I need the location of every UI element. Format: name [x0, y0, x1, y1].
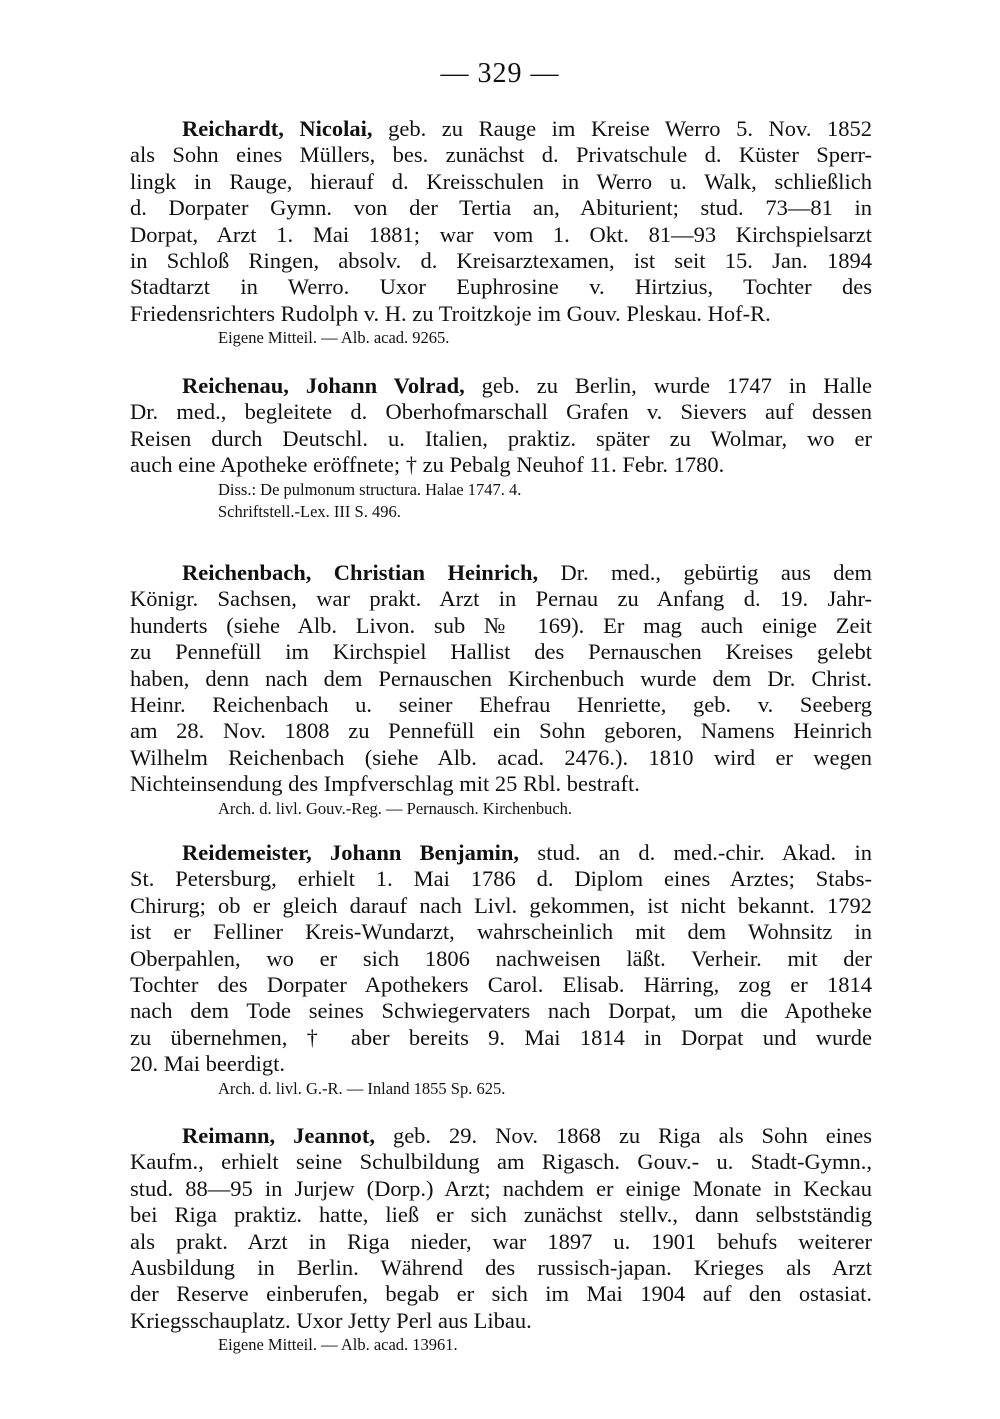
entry-name: Reidemeister, Johann Benjamin, — [182, 840, 520, 865]
entry-line: d. Dorpater Gymn. von der Tertia an, Abiturient; stud. 73—81 in — [130, 195, 872, 221]
entry-first-line — [130, 560, 872, 586]
entry-source: Arch. d. livl. Gouv.-Reg. — Pernausch. Kirchenbuch. — [218, 798, 573, 818]
entry-line: Reisen durch Deutschl. u. Italien, praktiz. später zu Wolmar, wo er — [130, 425, 872, 451]
entry-line: Wilhelm Reichenbach (siehe Alb. acad. 2476.). 1810 wird er wegen — [130, 744, 872, 770]
entry-line: am 28. Nov. 1808 zu Pennefüll ein Sohn geboren, Namens Heinrich — [130, 718, 872, 744]
entry-line: hunderts (siehe Alb. Livon. sub № 169). Er mag auch einige Zeit — [130, 612, 872, 638]
entry-source: Diss.: De pulmonum structura. Halae 1747. 4. — [218, 479, 522, 499]
entry-first-line — [130, 373, 872, 399]
entry-line: nach dem Tode seines Schwiegervaters nach Dorpat, um die Apotheke — [130, 998, 872, 1024]
entry-line: Chirurg; ob er gleich darauf nach Livl. gekommen, ist nicht bekannt. 1792 — [130, 892, 872, 918]
entry-line: Nichteinsendung des Impfverschlag mit 25 Rbl. bestraft. — [130, 771, 640, 797]
entry-name: Reimann, Jeannot, — [182, 1123, 375, 1148]
entry-reidemeister — [130, 840, 872, 1100]
entry-line: 20. Mai beerdigt. — [130, 1051, 285, 1077]
entry-line: Heinr. Reichenbach u. seiner Ehefrau Henriette, geb. v. Seeberg — [130, 692, 872, 718]
entry-line: zu übernehmen, † aber bereits 9. Mai 1814 in Dorpat und wurde — [130, 1024, 872, 1050]
entry-line: Königr. Sachsen, war prakt. Arzt in Pernau zu Anfang d. 19. Jahr- — [130, 586, 872, 612]
entry-first-text: geb. 29. Nov. 1868 zu Riga als Sohn eines — [374, 1123, 873, 1148]
entry-line: Kaufm., erhielt seine Schulbildung am Rigasch. Gouv.- u. Stadt-Gymn., — [130, 1149, 872, 1175]
entry-line: Kriegsschauplatz. Uxor Jetty Perl aus Libau. — [130, 1307, 532, 1333]
entry-reichenau — [130, 373, 872, 523]
entry-line: ist er Felliner Kreis-Wundarzt, wahrscheinlich mit dem Wohnsitz in — [130, 919, 872, 945]
entry-first-text: geb. zu Berlin, wurde 1747 in Halle — [464, 373, 872, 398]
entry-first-line — [130, 116, 872, 142]
entry-reimann — [130, 1123, 872, 1356]
entry-first-text: Dr. med., gebürtig aus dem — [538, 560, 872, 585]
entry-line: Oberpahlen, wo er sich 1806 nachweisen läßt. Verheir. mit der — [130, 945, 872, 971]
entry-line: Ausbildung in Berlin. Während des russisch-japan. Krieges als Arzt — [130, 1255, 872, 1281]
entry-line: St. Petersburg, erhielt 1. Mai 1786 d. Diplom eines Arztes; Stabs- — [130, 866, 872, 892]
entry-line: als prakt. Arzt in Riga nieder, war 1897 u. 1901 behufs weiterer — [130, 1228, 872, 1254]
entry-line: haben, denn nach dem Pernauschen Kirchenbuch wurde dem Dr. Christ. — [130, 665, 872, 691]
entry-line: stud. 88—95 in Jurjew (Dorp.) Arzt; nachdem er einige Monate in Keckau — [130, 1175, 872, 1201]
entry-first-line — [130, 1123, 872, 1149]
entry-line: als Sohn eines Müllers, bes. zunächst d. Privatschule d. Küster Sperr- — [130, 142, 872, 168]
entry-reichenbach — [130, 560, 872, 820]
entry-reichardt — [130, 116, 872, 349]
entry-name: Reichenau, Johann Volrad, — [182, 373, 465, 398]
entry-name: Reichenbach, Christian Heinrich, — [182, 560, 539, 585]
entry-first-text: geb. zu Rauge im Kreise Werro 5. Nov. 1852 — [372, 116, 873, 141]
entry-line: Stadtarzt in Werro. Uxor Euphrosine v. Hirtzius, Tochter des — [130, 274, 872, 300]
entry-line: der Reserve einberufen, begab er sich im Mai 1904 auf den ostasiat. — [130, 1281, 872, 1307]
entry-source: Schriftstell.-Lex. III S. 496. — [218, 501, 401, 521]
entry-first-line — [130, 840, 872, 866]
entry-line: bei Riga praktiz. hatte, ließ er sich zunächst stellv., dann selbstständig — [130, 1202, 872, 1228]
entry-line: Dr. med., begleitete d. Oberhofmarschall Grafen v. Sievers auf dessen — [130, 399, 872, 425]
entry-source: Eigene Mitteil. — Alb. acad. 9265. — [218, 328, 450, 348]
entry-name: Reichardt, Nicolai, — [182, 116, 373, 141]
entry-source: Arch. d. livl. G.-R. — Inland 1855 Sp. 625. — [218, 1078, 506, 1098]
entry-line: lingk in Rauge, hierauf d. Kreisschulen in Werro u. Walk, schließlich — [130, 168, 872, 194]
entry-line: Friedensrichters Rudolph v. H. zu Troitzkoje im Gouv. Pleskau. Hof-R. — [130, 300, 771, 326]
entry-first-text: stud. an d. med.-chir. Akad. in — [519, 840, 872, 865]
entry-line: in Schloß Ringen, absolv. d. Kreisarztexamen, ist seit 15. Jan. 1894 — [130, 248, 872, 274]
entry-line: Dorpat, Arzt 1. Mai 1881; war vom 1. Okt. 81—93 Kirchspielsarzt — [130, 221, 872, 247]
entry-line: auch eine Apotheke eröffnete; † zu Pebalg Neuhof 11. Febr. 1780. — [130, 452, 725, 478]
page-number: — 329 — — [440, 58, 560, 89]
entry-line: zu Pennefüll im Kirchspiel Hallist des Pernauschen Kreises gelebt — [130, 639, 872, 665]
entry-source: Eigene Mitteil. — Alb. acad. 13961. — [218, 1335, 458, 1355]
entry-line: Tochter des Dorpater Apothekers Carol. Elisab. Härring, zog er 1814 — [130, 972, 872, 998]
